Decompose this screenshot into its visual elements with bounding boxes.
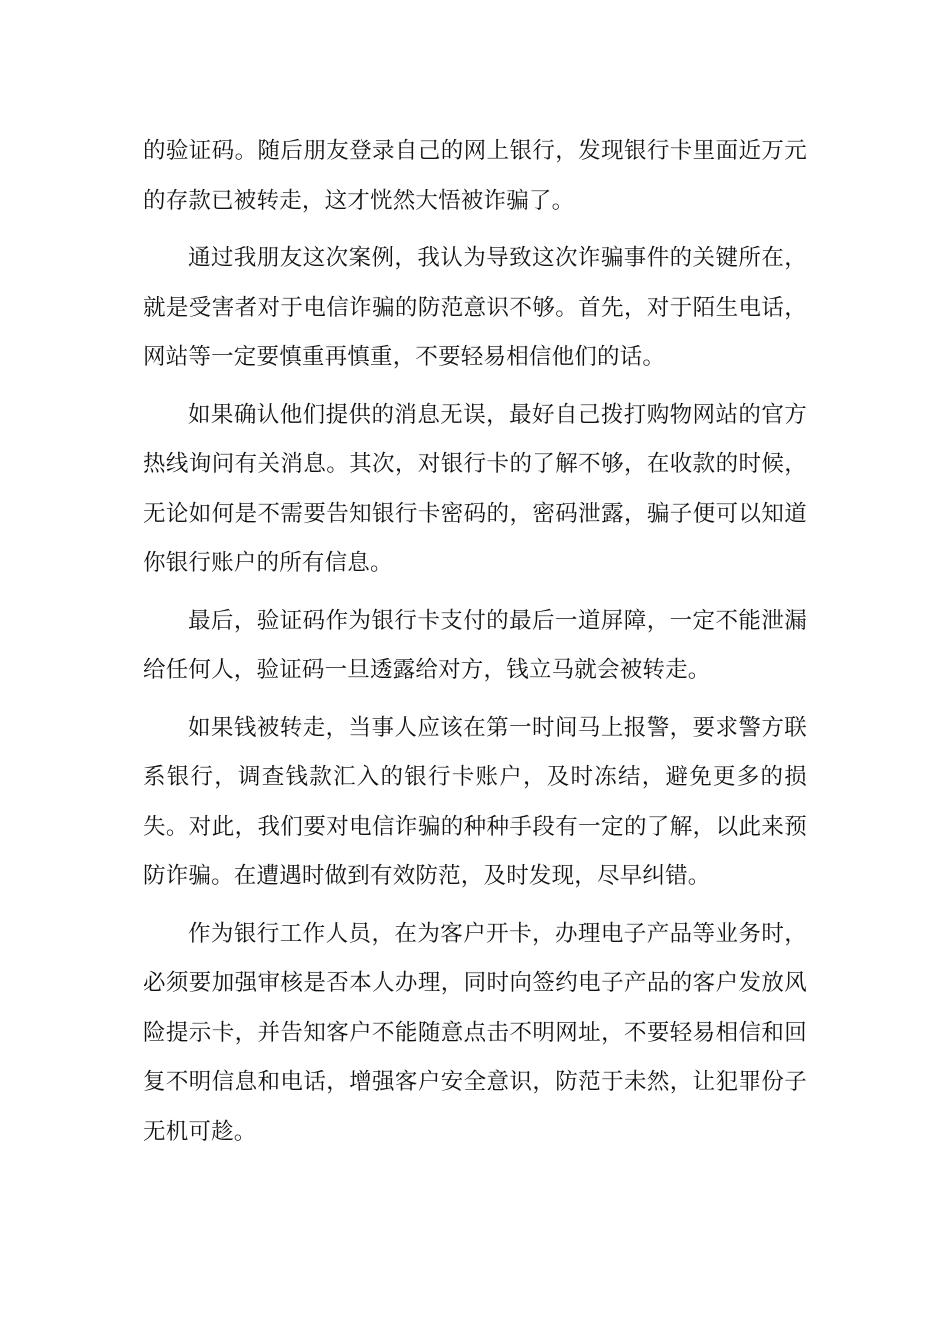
paragraph-1: 的验证码。随后朋友登录自己的网上银行，发现银行卡里面近万元的存款已被转走，这才恍然大悟被诈骗了。 — [143, 138, 807, 214]
paragraph-6: 作为银行工作人员，在为客户开卡，办理电子产品等业务时，必须要加强审核是否本人办理，同时向签约电子产品的客户发放风险提示卡，并告知客户不能随意点击不明网址，不要轻易相信和回复不明信息和电话，增强客户安全意识，防范于未然，让犯罪份子无机可趁。 — [143, 920, 807, 1145]
paragraph-2: 通过我朋友这次案例，我认为导致这次诈骗事件的关键所在，就是受害者对于电信诈骗的防范意识不够。首先，对于陌生电话，网站等一定要慎重再慎重，不要轻易相信他们的话。 — [143, 245, 807, 370]
paragraph-5: 如果钱被转走，当事人应该在第一时间马上报警，要求警方联系银行，调查钱款汇入的银行卡账户，及时冻结，避免更多的损失。对此，我们要对电信诈骗的种种手段有一定的了解，以此来预防诈骗。在遭遇时做到有效防范，及时发现，尽早纠错。 — [143, 714, 807, 889]
document-body — [143, 127, 807, 1165]
paragraph-4: 最后，验证码作为银行卡支付的最后一道屏障，一定不能泄漏给任何人，验证码一旦透露给对方，钱立马就会被转走。 — [143, 607, 807, 683]
paragraph-3: 如果确认他们提供的消息无误，最好自己拨打购物网站的官方热线询问有关消息。其次，对银行卡的了解不够，在收款的时候，无论如何是不需要告知银行卡密码的，密码泄露，骗子便可以知道你银行账户的所有信息。 — [143, 401, 807, 576]
